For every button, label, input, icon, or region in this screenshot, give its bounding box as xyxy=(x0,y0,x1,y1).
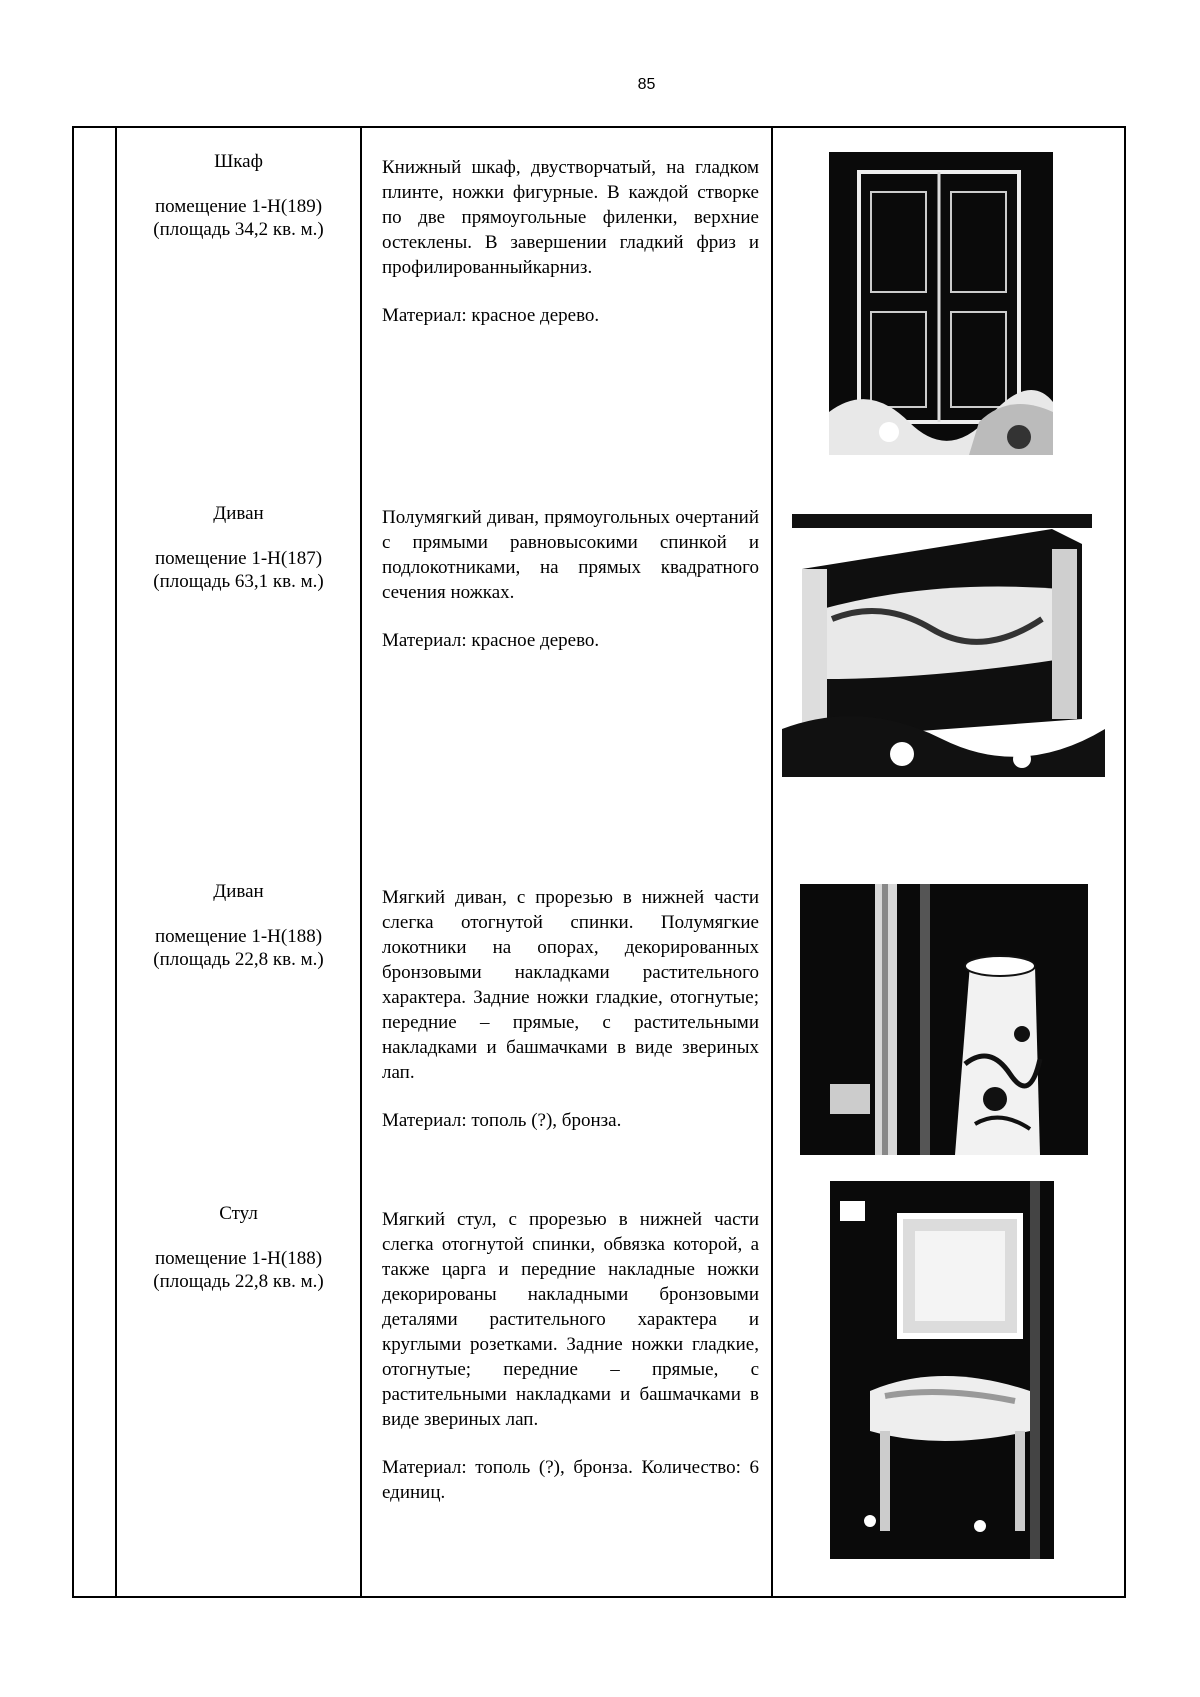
item-description: Полумягкий диван, прямоугольных очертаний с прямыми равновысокими спинкой и подлокотниками, на прямых квадратного сечения ножках. xyxy=(382,507,759,603)
item-room: помещение 1-Н(189) xyxy=(154,196,323,217)
item-description-cell xyxy=(382,885,759,1133)
item-description-cell xyxy=(382,1207,759,1505)
column-divider xyxy=(771,126,773,1598)
chair-photo xyxy=(830,1181,1054,1559)
column-divider xyxy=(115,126,117,1598)
sofa-vase-photo xyxy=(800,884,1088,1155)
bookcase-photo xyxy=(829,152,1053,455)
item-description: Книжный шкаф, двустворчатый, на гладком плинте, ножки фигурные. В каждой створке по две прямоугольные филенки, верхние остеклены. В завершении гладкий фриз и профилированныйкарниз. xyxy=(382,157,759,278)
item-material: Материал: тополь (?), бронза. xyxy=(382,1110,622,1131)
page-number: 85 xyxy=(637,76,656,93)
item-name-cell xyxy=(117,1202,360,1293)
item-area: (площадь 22,8 кв. м.) xyxy=(153,949,324,970)
item-material: Материал: тополь (?), бронза. Количество: 6 единиц. xyxy=(382,1457,759,1503)
item-name-cell xyxy=(117,502,360,593)
item-title: Шкаф xyxy=(214,151,263,172)
item-material: Материал: красное дерево. xyxy=(382,305,600,326)
item-area: (площадь 34,2 кв. м.) xyxy=(153,219,324,240)
item-name-cell xyxy=(117,880,360,971)
item-description-cell xyxy=(382,155,759,328)
item-title: Диван xyxy=(213,881,264,902)
column-divider xyxy=(360,126,362,1598)
item-area: (площадь 22,8 кв. м.) xyxy=(153,1271,324,1292)
item-material: Материал: красное дерево. xyxy=(382,630,600,651)
item-area: (площадь 63,1 кв. м.) xyxy=(153,571,324,592)
item-room: помещение 1-Н(187) xyxy=(154,548,323,569)
item-room: помещение 1-Н(188) xyxy=(154,1248,323,1269)
item-title: Стул xyxy=(219,1203,258,1224)
item-description-cell xyxy=(382,505,759,653)
item-room: помещение 1-Н(188) xyxy=(154,926,323,947)
item-description: Мягкий стул, с прорезью в нижней части слегка отогнутой спинки, обвязка которой, а также царга и передние накладные ножки декорированы накладными бронзовыми деталями растительного характера и круглыми розетками. Задние ножки гладкие, отогнутые; передние – прямые, с растительными накладками и башмачками в виде звериных лап. xyxy=(382,1209,759,1430)
item-name-cell xyxy=(117,150,360,241)
sofa-photo xyxy=(782,509,1105,777)
item-description: Мягкий диван, с прорезью в нижней части слегка отогнутой спинки. Полумягкие локотники на опорах, декорированных бронзовыми накладками растительного характера. Задние ножки гладкие, отогнутые; передние – прямые, с растительными накладками и башмачками в виде звериных лап. xyxy=(382,887,759,1083)
item-title: Диван xyxy=(213,503,264,524)
